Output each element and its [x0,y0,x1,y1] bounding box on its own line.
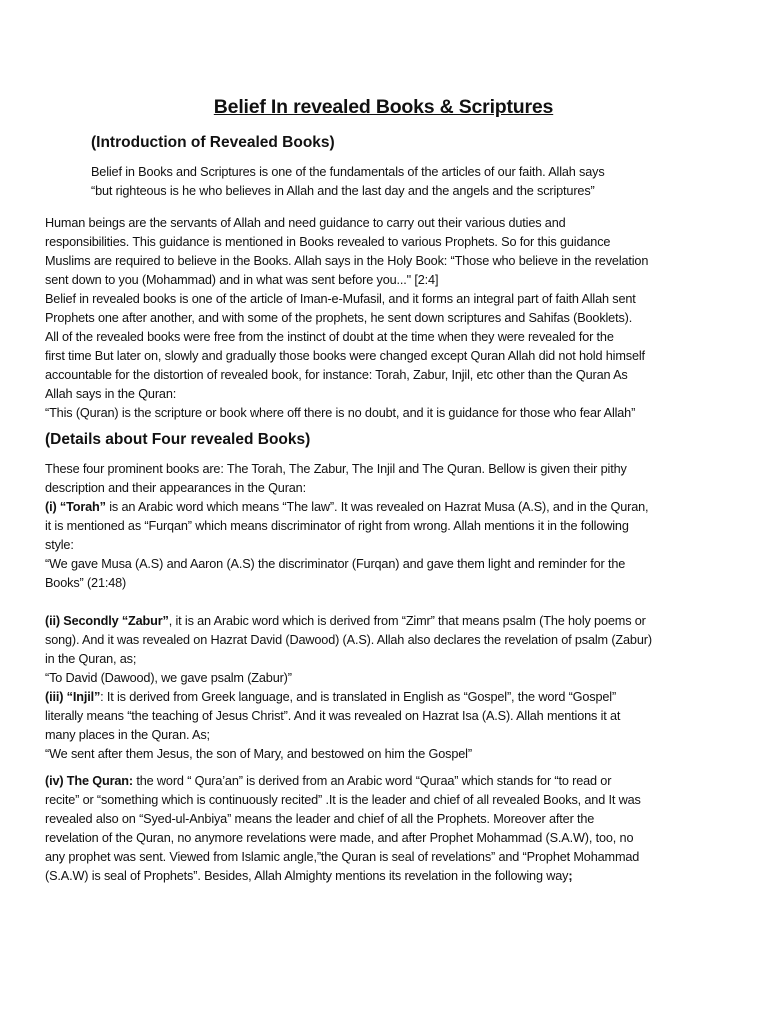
text-line: “but righteous is he who believes in Allah and the last day and the angels and the scriptures” [91,184,595,198]
text-line: any prophet was sent. Viewed from Islamic angle,”the Quran is seal of revelations” and “Prophet Mohammad [45,850,640,864]
zabur-label: (ii) Secondly “Zabur” [45,614,169,628]
text-line: Books” (21:48) [45,576,127,590]
text-line: many places in the Quran. As; [45,728,210,742]
text-line: revelation of the Quran, no anymore revelations were made, and after Prophet Mohammad (S.A.W), too, no [45,831,634,845]
text-line: Allah says in the Quran: [45,387,177,401]
text-line: These four prominent books are: The Torah, The Zabur, The Injil and The Quran. Bellow is given their pithy [45,462,627,476]
text-line: description and their appearances in the Quran: [45,481,306,495]
text-line: “This (Quran) is the scripture or book where off there is no doubt, and it is guidance for those who fear Allah” [45,406,636,420]
text-line: “To David (Dawood), we gave psalm (Zabur)” [45,671,292,685]
text-line: literally means “the teaching of Jesus Christ”. And it was revealed on Hazrat Isa (A.S). Allah mentions it at [45,709,621,723]
injil-label: (iii) “Injil” [45,690,101,704]
four-books-paragraph [45,460,722,593]
text-line: : It is derived from Greek language, and is translated in English as “Gospel”, the word “Gospel” [100,690,617,704]
text-line: (S.A.W) is seal of Prophets”. Besides, Allah Almighty mentions its revelation in the following way [45,869,569,883]
text-line: “We gave Musa (A.S) and Aaron (A.S) the discriminator (Furqan) and gave them light and reminder for the [45,557,626,571]
guidance-paragraph [45,214,722,423]
text-line: in the Quran, as; [45,652,137,666]
text-line: it is mentioned as “Furqan” which means discriminator of right from wrong. Allah mentions it in the following [45,519,629,533]
torah-label: (i) “Torah” [45,500,106,514]
text-line: All of the revealed books were free from the instinct of doubt at the time when they were revealed for the [45,330,614,344]
intro-paragraph [45,163,722,201]
text-line: first time But later on, slowly and gradually those books were changed except Quran Allah did not hold himself [45,349,645,363]
text-line: song). And it was revealed on Hazrat David (Dawood) (A.S). Allah also declares the revelation of psalm (Zabur) [45,633,652,647]
text-line: , it is an Arabic word which is derived from “Zimr” that means psalm (The holy poems or [168,614,646,628]
details-heading: (Details about Four revealed Books) [45,431,311,448]
document-title: Belief In revealed Books & Scriptures [213,96,554,118]
text-line: Muslims are required to believe in the Books. Allah says in the Holy Book: “Those who believe in the revelation [45,254,649,268]
text-line: Belief in revealed books is one of the article of Iman-e-Mufasil, and it forms an integral part of faith Allah sent [45,292,636,306]
text-line: Belief in Books and Scriptures is one of the fundamentals of the articles of our faith. Allah says [91,165,605,179]
text-line: Human beings are the servants of Allah and need guidance to carry out their various duties and [45,216,566,230]
text-line: responsibilities. This guidance is mentioned in Books revealed to various Prophets. So for this guidance [45,235,611,249]
text-line: recite” or “something which is continuously recited” .It is the leader and chief of all revealed Books, and It was [45,793,641,807]
text-line: revealed also on “Syed-ul-Anbiya” means the leader and chief of all the Prophets. Moreover after the [45,812,595,826]
final-semicolon: ; [568,869,573,883]
text-line: sent down to you (Mohammad) and in what was sent before you..." [2:4] [45,273,439,287]
intro-heading: (Introduction of Revealed Books) [91,134,335,151]
zabur-injil-paragraph [45,612,722,764]
quran-paragraph [45,772,722,886]
text-line: Prophets one after another, and with some of the prophets, he sent down scriptures and Sahifas (Booklets). [45,311,633,325]
quran-label: (iv) The Quran: [45,774,133,788]
text-line: style: [45,538,74,552]
text-line: the word “ Qura’an” is derived from an Arabic word “Quraa” which stands for “to read or [132,774,612,788]
text-line: accountable for the distortion of revealed book, for instance: Torah, Zabur, Injil, etc other than the Quran As [45,368,628,382]
text-line: “We sent after them Jesus, the son of Mary, and bestowed on him the Gospel” [45,747,472,761]
text-line: is an Arabic word which means “The law”. It was revealed on Hazrat Musa (A.S), and in the Quran, [105,500,649,514]
